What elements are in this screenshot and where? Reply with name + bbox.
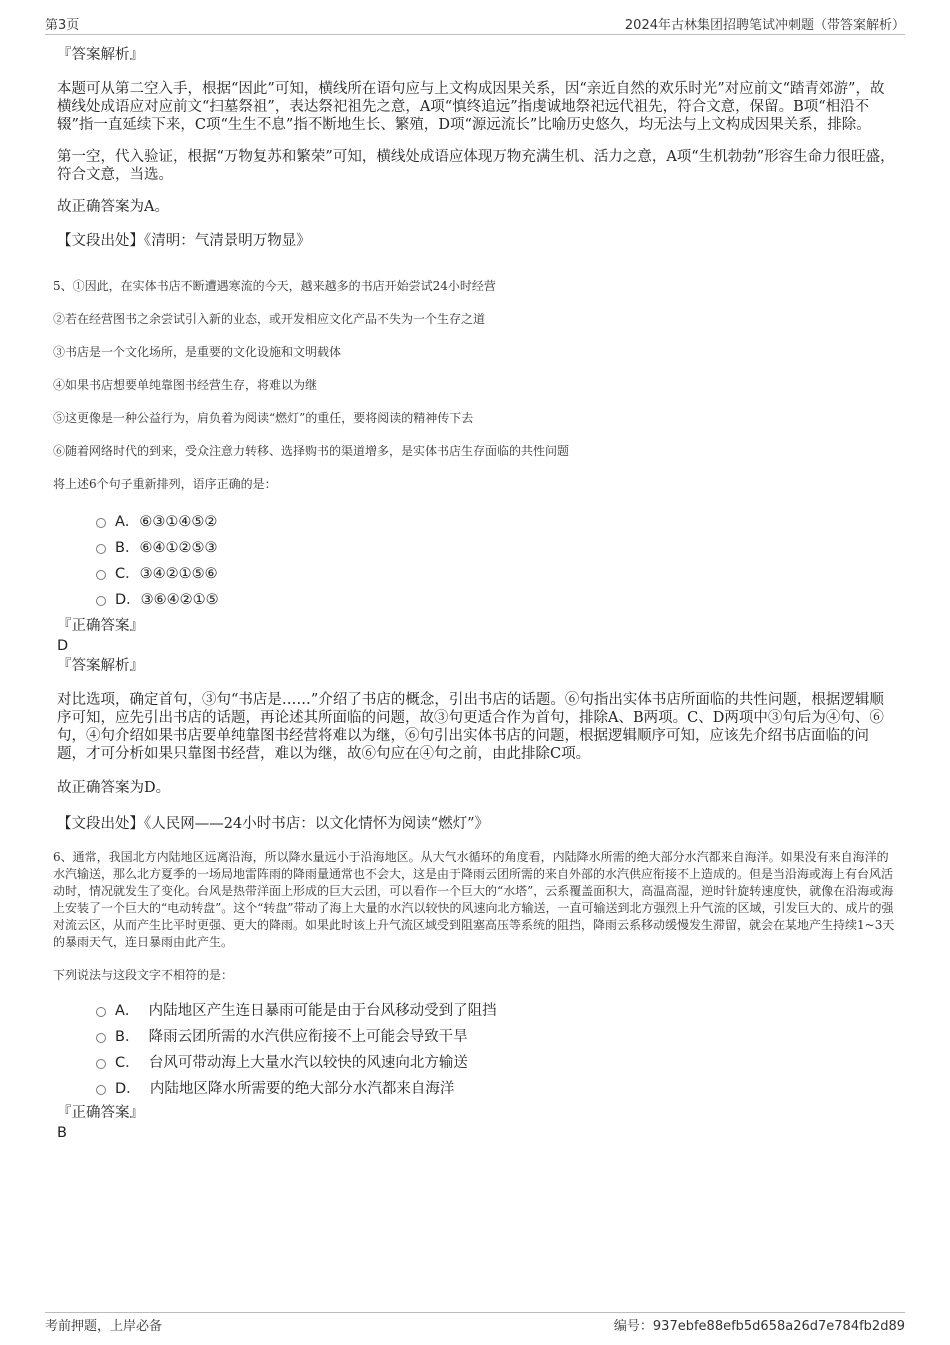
option-text: ③⑥④②①⑤ xyxy=(140,592,219,608)
analysis-label: 『答案解析』 xyxy=(57,47,144,63)
question-sentence: ②若在经营图书之余尝试引入新的业态，或开发相应文化产品不失为一个生存之道 xyxy=(53,312,486,326)
question-prompt: 下列说法与这段文字不相符的是： xyxy=(53,968,234,982)
correct-answer: B xyxy=(57,1125,67,1141)
option-letter: A． xyxy=(115,514,140,530)
text-source: 【文段出处】《人民网——24小时书店：以文化情怀为阅读“燃灯”》 xyxy=(57,816,490,832)
radio-button[interactable] xyxy=(96,596,106,606)
radio-button[interactable] xyxy=(96,1033,106,1043)
question-sentence: 5、①因此，在实体书店不断遭遇寒流的今天，越来越多的书店开始尝试24小时经营 xyxy=(53,279,496,293)
option-text: ③④②①⑤⑥ xyxy=(139,566,218,582)
option-text: 台风可带动海上大量水汽以较快的风速向北方输送 xyxy=(148,1055,468,1071)
document-code: 编号：937ebfe88efb5d658a26d7e784fb2d89 xyxy=(613,1319,905,1334)
option-text: ⑥④①②⑤③ xyxy=(139,540,218,556)
q6-options xyxy=(57,998,897,1102)
option-letter: C． xyxy=(115,1055,140,1071)
document-title: 2024年古林集团招聘笔试冲刺题（带答案解析） xyxy=(624,18,905,33)
option-letter: A． xyxy=(115,1003,140,1019)
radio-button[interactable] xyxy=(96,570,106,580)
analysis-paragraph: 第一空，代入验证，根据“万物复苏和繁荣”可知，横线处成语应体现万物充满生机、活力之意，A项“生机勃勃”形容生命力很旺盛，符合文意，当选。 xyxy=(57,149,895,183)
option-text: 内陆地区降水所需要的绝大部分水汽都来自海洋 xyxy=(149,1081,455,1097)
correct-answer-label: 『正确答案』 xyxy=(57,1105,144,1121)
page-number: 第3页 xyxy=(45,18,80,33)
answer-conclusion: 故正确答案为D。 xyxy=(57,780,171,796)
option-letter: B． xyxy=(115,540,140,556)
analysis-paragraph: 本题可从第二空入手，根据“因此”可知，横线所在语句应与上文构成因果关系，因“亲近自然的欢乐时光”对应前文“踏青郊游”，故横线处成语应对应前文“扫墓祭祖”，表达祭祀祖先之意，A项“慎终追远”指虔诚地祭祀远代祖先，符合文意，保留。B项“相沿不辍”指一直延续下来，C项“生生不息”指不断地生长、繁殖，D项“源远流长”比喻历史悠久，均无法与上文构成因果关系，排除。 xyxy=(57,81,885,133)
option-a[interactable] xyxy=(57,998,897,1024)
radio-button[interactable] xyxy=(96,1085,106,1095)
option-letter: D． xyxy=(115,592,141,608)
option-letter: B． xyxy=(115,1029,140,1045)
footer-slogan: 考前押题，上岸必备 xyxy=(45,1319,163,1334)
q5-options xyxy=(57,509,897,613)
option-letter: C． xyxy=(115,566,140,582)
option-b[interactable] xyxy=(57,1024,897,1050)
question-prompt: 将上述6个句子重新排列，语序正确的是： xyxy=(53,477,277,491)
option-b[interactable] xyxy=(57,535,897,561)
question-sentence: ⑤这更像是一种公益行为，肩负着为阅读“燃灯”的重任，要将阅读的精神传下去 xyxy=(53,411,474,425)
option-text: ⑥③①④⑤② xyxy=(139,514,218,530)
analysis-label: 『答案解析』 xyxy=(57,658,144,674)
radio-button[interactable] xyxy=(96,518,106,528)
option-c[interactable] xyxy=(57,1050,897,1076)
option-letter: D． xyxy=(115,1081,141,1097)
option-a[interactable] xyxy=(57,509,897,535)
page-header xyxy=(45,14,905,35)
radio-button[interactable] xyxy=(96,1059,106,1069)
correct-answer-label: 『正确答案』 xyxy=(57,618,144,634)
question-6-passage: 6、通常，我国北方内陆地区远离沿海，所以降水量远小于沿海地区。从大气水循环的角度看，内陆降水所需的绝大部分水汽都来自海洋。如果没有来自海洋的水汽输送，那么北方夏季的一场局地雷阵雨的降雨量通常也不会大，这是由于降雨云团所需的来自外部的水汽供应衔接不上造成的。但是当沿海或海上有台风活动时，情况就发生了变化。台风是热带洋面上形成的巨大云团，可以看作一个巨大的“水塔”，云系覆盖面积大，高温高湿，逆时针旋转速度快，就像在沿海或海上安装了一个巨大的“电动转盘”。这个“转盘”带动了海上大量的水汽以较快的风速向北方输送，一直可输送到北方强烈上升气流的区域，引发巨大的、成片的强对流云区，从而产生比平时更强、更大的降雨。如果此时该上升气流区域受到阻塞高压等系统的阻挡，降雨云系移动缓慢发生滞留，就会在某地产生持续1~3天的暴雨天气，连日暴雨由此产生。 xyxy=(53,850,895,949)
answer-conclusion: 故正确答案为A。 xyxy=(57,199,169,215)
page-content xyxy=(53,46,897,1142)
analysis-paragraph: 对比选项，确定首句，③句“书店是……”介绍了书店的概念，引出书店的话题。⑥句指出实体书店所面临的共性问题，根据逻辑顺序可知，应先引出书店的话题，再论述其所面临的问题，故③句更适合作为首句，排除A、B两项。C、D两项中③句后为④句、⑥句，④句介绍如果书店要单纯靠图书经营将难以为继，⑥句引出实体书店的问题，根据逻辑顺序可知，应该先介绍书店面临的问题，才可分析如果只靠图书经营，难以为继，故⑥句应在④句之前，由此排除C项。 xyxy=(57,692,884,762)
question-5 xyxy=(53,278,897,493)
question-sentence: ④如果书店想要单纯靠图书经营生存，将难以为继 xyxy=(53,378,318,392)
radio-button[interactable] xyxy=(96,544,106,554)
option-d[interactable] xyxy=(57,1076,897,1102)
correct-answer: D xyxy=(57,638,69,654)
question-sentence: ③书店是一个文化场所，是重要的文化设施和文明载体 xyxy=(53,345,342,359)
option-text: 内陆地区产生连日暴雨可能是由于台风移动受到了阻挡 xyxy=(148,1003,497,1019)
page-footer xyxy=(45,1312,905,1333)
option-c[interactable] xyxy=(57,561,897,587)
option-text: 降雨云团所需的水汽供应衔接不上可能会导致干旱 xyxy=(148,1029,468,1045)
option-d[interactable] xyxy=(57,587,897,613)
radio-button[interactable] xyxy=(96,1007,106,1017)
text-source: 【文段出处】《清明：气清景明万物显》 xyxy=(57,233,311,249)
question-sentence: ⑥随着网络时代的到来，受众注意力转移、选择购书的渠道增多，是实体书店生存面临的共性问题 xyxy=(53,444,570,458)
